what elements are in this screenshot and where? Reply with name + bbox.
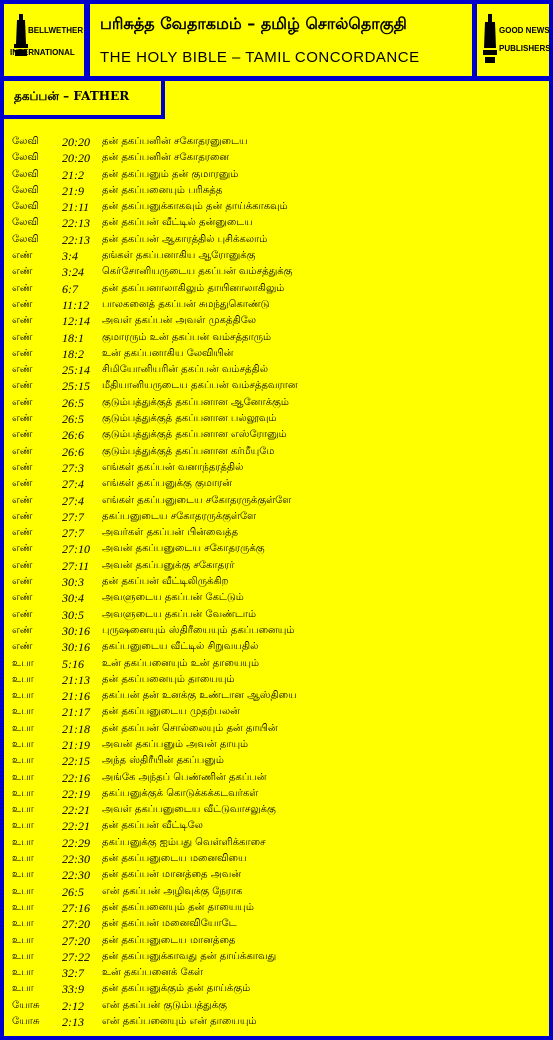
entry-ref: 2:13 <box>62 1015 84 1030</box>
entry-book: உபா <box>12 706 34 718</box>
entry-book: உபா <box>12 950 34 962</box>
entry-ref: 21:11 <box>62 200 90 215</box>
list-item <box>12 510 547 526</box>
title-english: THE HOLY BIBLE – TAMIL CONCORDANCE <box>100 49 420 66</box>
list-item <box>12 917 547 933</box>
entry-book: எண் <box>12 624 33 636</box>
entry-text: உன் தகப்பனாகிய லேவியின் <box>102 347 234 359</box>
entry-ref: 18:1 <box>62 330 84 345</box>
entry-text: தன் தகப்பன் சொல்லையும் தன் தாயின் <box>102 722 278 734</box>
entry-text: புருஷனையும் ஸ்திரீயையும் தகப்பனையும் <box>102 624 295 636</box>
entry-text: அவர்கள் தகப்பன் பின்வைத்த <box>102 527 239 539</box>
entry-book: எண் <box>12 478 33 490</box>
entry-book: எண் <box>12 576 33 588</box>
entry-ref: 22:15 <box>62 754 90 769</box>
entry-ref: 26:5 <box>62 884 84 899</box>
list-item <box>12 787 547 803</box>
list-item <box>12 819 547 835</box>
entry-ref: 27:16 <box>62 900 90 915</box>
list-item <box>12 803 547 819</box>
topic-heading-box <box>4 81 165 119</box>
topic-heading: தகப்பன் – FATHER <box>14 89 130 103</box>
list-item <box>12 184 547 200</box>
entry-book: லேவி <box>12 201 39 213</box>
entry-ref: 27:22 <box>62 949 90 964</box>
entry-book: எண் <box>12 559 33 571</box>
list-item <box>12 982 547 998</box>
entry-book: எண் <box>12 510 33 522</box>
entry-text: அவன் தகப்பனுடைய சகோதரருக்கு <box>102 543 265 555</box>
right-logo-panel <box>477 4 549 76</box>
entry-book: உபா <box>12 755 34 767</box>
list-item <box>12 852 547 868</box>
entry-text: தன் தகப்பன் மானத்தை அவன் <box>102 869 242 881</box>
entry-text: எங்கள் தகப்பனுடைய சகோதரருக்குள்ளே <box>102 494 292 506</box>
entry-text: எங்கள் தகப்பனுக்கு குமாரன் <box>102 478 232 490</box>
entry-book: உபா <box>12 885 34 897</box>
entry-text: தகப்பனுடைய சகோதரருக்குள்ளே <box>102 510 257 522</box>
entry-book: உபா <box>12 901 34 913</box>
list-item <box>12 754 547 770</box>
entry-book: எண் <box>12 364 33 376</box>
entry-list <box>12 135 547 1031</box>
list-item <box>12 363 547 379</box>
entry-ref: 26:6 <box>62 428 84 443</box>
entry-ref: 22:29 <box>62 835 90 850</box>
list-item <box>12 396 547 412</box>
entry-text: தன் தகப்பன் வீட்டிலே <box>102 820 203 832</box>
entry-text: அவள் தகப்பனுடைய வீட்டுவாசலுக்கு <box>102 804 276 816</box>
entry-text: குடும்பத்துக்குத் தகப்பனான எஸ்ரோனும் <box>102 429 287 441</box>
entry-book: உபா <box>12 738 34 750</box>
entry-book: உபா <box>12 853 34 865</box>
entry-ref: 27:7 <box>62 526 84 541</box>
entry-text: அவளுடைய தகப்பன் கேட்டும் <box>102 592 244 604</box>
list-item <box>12 624 547 640</box>
entry-ref: 30:16 <box>62 640 90 655</box>
entry-book: உபா <box>12 673 34 685</box>
entry-text: தகப்பனுக்கு ஐம்பது வெள்ளிக்காசை <box>102 836 266 848</box>
left-logo-line-2: INTERNATIONAL <box>10 48 75 57</box>
entry-ref: 25:14 <box>62 363 90 378</box>
list-item <box>12 559 547 575</box>
list-item <box>12 151 547 167</box>
entry-text: குடும்பத்துக்குத் தகப்பனான ஆனோக்கும் <box>102 396 289 408</box>
entry-text: தன் தகப்பனின் சகோதரனை <box>102 152 230 164</box>
entry-ref: 27:20 <box>62 933 90 948</box>
entry-text: அவள் தகப்பன் அவள் முகத்திலே <box>102 315 257 327</box>
entry-book: யோசு <box>12 999 40 1011</box>
entry-ref: 22:21 <box>62 803 90 818</box>
entry-text: தன் தகப்பனுடைய மானத்தை <box>102 934 236 946</box>
list-item <box>12 282 547 298</box>
entry-text: எங்கள் தகப்பன் வனாந்தரத்தில் <box>102 461 244 473</box>
entry-book: லேவி <box>12 136 39 147</box>
entry-book: லேவி <box>12 184 39 196</box>
list-item <box>12 999 547 1015</box>
entry-text: தகப்பனுக்குக் கொடுக்கக்கடவர்கள் <box>102 787 259 799</box>
entry-text: அவளுடைய தகப்பன் வேண்டாம் <box>102 608 257 620</box>
entry-ref: 27:20 <box>62 917 90 932</box>
entry-ref: 30:4 <box>62 591 84 606</box>
list-item <box>12 331 547 347</box>
entry-ref: 20:20 <box>62 151 90 166</box>
list-item <box>12 934 547 950</box>
entry-book: எண் <box>12 347 33 359</box>
entry-text: தன் தகப்பனுக்கும் தன் தாய்க்கும் <box>102 983 251 995</box>
entry-ref: 33:9 <box>62 982 84 997</box>
entry-text: குடும்பத்துக்குத் தகப்பனான பல்லூவும் <box>102 413 277 425</box>
entry-book: உபா <box>12 787 34 799</box>
list-item <box>12 265 547 281</box>
title-tamil: பரிசுத்த வேதாகமம் – தமிழ் சொல்தொகுதி <box>100 14 407 33</box>
list-item <box>12 347 547 363</box>
entry-ref: 30:3 <box>62 575 84 590</box>
entry-book: உபா <box>12 918 34 930</box>
entry-ref: 11:12 <box>62 297 90 312</box>
entry-book: எண் <box>12 592 33 604</box>
list-item <box>12 738 547 754</box>
entry-ref: 30:16 <box>62 623 90 638</box>
entry-book: உபா <box>12 967 34 979</box>
entry-text: என் தகப்பன் குடும்பத்துக்கு <box>102 999 227 1011</box>
entry-book: எண் <box>12 494 33 506</box>
entry-ref: 6:7 <box>62 281 78 296</box>
entry-text: என் தகப்பன் அழிவுக்கு நேராக <box>102 885 243 897</box>
left-logo-line-1: BELLWETHER <box>28 26 84 35</box>
list-item <box>12 428 547 444</box>
entry-book: எண் <box>12 396 33 408</box>
entry-ref: 26:5 <box>62 412 84 427</box>
entry-book: உபா <box>12 934 34 946</box>
list-item <box>12 771 547 787</box>
list-item <box>12 477 547 493</box>
entry-ref: 21:16 <box>62 689 90 704</box>
list-item <box>12 689 547 705</box>
entry-text: தகப்பனுடைய வீட்டில் சிறுவயதில் <box>102 641 259 653</box>
entry-ref: 5:16 <box>62 656 84 671</box>
entry-book: எண் <box>12 608 33 620</box>
list-item <box>12 445 547 461</box>
list-item <box>12 608 547 624</box>
entry-ref: 22:13 <box>62 232 90 247</box>
list-item <box>12 868 547 884</box>
entry-text: பாலகனைத் தகப்பன் சுமந்துகொண்டு <box>102 298 270 310</box>
entry-ref: 2:12 <box>62 998 84 1013</box>
entry-ref: 21:19 <box>62 737 90 752</box>
entry-text: சிமியோனியரின் தகப்பன் வம்சத்தில் <box>102 364 269 376</box>
entry-ref: 27:10 <box>62 542 90 557</box>
entry-book: உபா <box>12 820 34 832</box>
entry-ref: 21:17 <box>62 705 90 720</box>
entry-text: உன் தகப்பனைக் கேள் <box>102 967 203 979</box>
entry-book: எண் <box>12 543 33 555</box>
list-item <box>12 249 547 265</box>
right-logo-line-2: PUBLISHERS <box>499 44 551 53</box>
entry-text: குமாரரும் உன் தகப்பன் வம்சத்தாரும் <box>102 331 272 343</box>
entry-text: தன் தகப்பனுடைய முதற்பலன் <box>102 706 240 718</box>
entry-ref: 27:3 <box>62 460 84 475</box>
list-item <box>12 542 547 558</box>
entry-book: உபா <box>12 690 34 702</box>
entry-book: எண் <box>12 331 33 343</box>
entry-book: எண் <box>12 298 33 310</box>
entry-text: அந்த ஸ்திரீயின் தகப்பனும் <box>102 755 224 767</box>
list-item <box>12 640 547 656</box>
entry-ref: 25:15 <box>62 379 90 394</box>
entry-ref: 27:4 <box>62 477 84 492</box>
entry-text: தன் தகப்பன் மனைவியோடே <box>102 918 237 930</box>
entry-ref: 20:20 <box>62 135 90 149</box>
list-item <box>12 1015 547 1031</box>
entry-book: எண் <box>12 315 33 327</box>
entry-text: கெர்சோனியருடைய தகப்பன் வம்சத்துக்கு <box>102 266 293 278</box>
entry-text: தன் தகப்பனுக்காவது தன் தாய்க்காவது <box>102 950 277 962</box>
list-item <box>12 836 547 852</box>
entry-book: உபா <box>12 771 34 783</box>
entry-book: உபா <box>12 804 34 816</box>
entry-book: எண் <box>12 282 33 294</box>
entry-book: யோசு <box>12 1016 40 1028</box>
entry-text: தன் தகப்பனும் தன் குமாரனும் <box>102 168 239 180</box>
entry-text: தன் தகப்பன் வீட்டில் தன்னுடைய <box>102 217 253 229</box>
entry-ref: 32:7 <box>62 966 84 981</box>
entry-text: தன் தகப்பன் வீட்டிலிருக்கிற <box>102 576 229 588</box>
entry-book: எண் <box>12 641 33 653</box>
entry-ref: 21:13 <box>62 672 90 687</box>
entry-ref: 18:2 <box>62 346 84 361</box>
entry-ref: 26:5 <box>62 395 84 410</box>
list-item <box>12 591 547 607</box>
entry-text: தன் தகப்பனுக்காகவும் தன் தாய்க்காகவும் <box>102 201 288 213</box>
entry-text: தகப்பன் தன் உனக்கு உண்டான ஆஸ்தியை <box>102 690 297 702</box>
entry-book: எண் <box>12 445 33 457</box>
list-item <box>12 379 547 395</box>
list-item <box>12 412 547 428</box>
entry-text: குடும்பத்துக்குத் தகப்பனான கர்மீயுமே <box>102 445 275 457</box>
entry-ref: 30:5 <box>62 607 84 622</box>
entry-book: லேவி <box>12 168 39 180</box>
entry-ref: 12:14 <box>62 314 90 329</box>
list-item <box>12 657 547 673</box>
list-item <box>12 575 547 591</box>
entry-ref: 22:16 <box>62 770 90 785</box>
entry-book: உபா <box>12 869 34 881</box>
entry-book: எண் <box>12 266 33 278</box>
entry-book: உபா <box>12 657 34 669</box>
entry-book: லேவி <box>12 217 39 229</box>
entry-ref: 21:9 <box>62 183 84 198</box>
entry-text: தங்கள் தகப்பனாகிய ஆரோனுக்கு <box>102 250 256 262</box>
entry-book: எண் <box>12 380 33 392</box>
list-item <box>12 673 547 689</box>
entry-text: தன் தகப்பனின் சகோதரனுடைய <box>102 136 248 147</box>
entry-book: எண் <box>12 527 33 539</box>
list-item <box>12 298 547 314</box>
entry-text: தன் தகப்பனையும் தாயையும் <box>102 673 235 685</box>
list-item <box>12 494 547 510</box>
entry-text: உன் தகப்பனையும் உன் தாயையும் <box>102 657 260 669</box>
entry-book: லேவி <box>12 233 39 245</box>
list-item <box>12 966 547 982</box>
entry-book: எண் <box>12 413 33 425</box>
left-logo-panel <box>4 4 84 76</box>
entry-text: அவன் தகப்பனுக்கு சகோதரர் <box>102 559 235 571</box>
entry-ref: 27:4 <box>62 493 84 508</box>
entry-ref: 22:13 <box>62 216 90 231</box>
list-item <box>12 901 547 917</box>
list-item <box>12 233 547 249</box>
entry-ref: 26:6 <box>62 444 84 459</box>
list-item <box>12 200 547 216</box>
entry-text: தன் தகப்பன் ஆகாரத்தில் புசிக்கலாம் <box>102 233 268 245</box>
list-item <box>12 216 547 232</box>
entry-text: தன் தகப்பனையும் பரிசுத்த <box>102 184 223 196</box>
list-item <box>12 526 547 542</box>
entry-ref: 3:4 <box>62 249 78 264</box>
entry-ref: 3:24 <box>62 265 84 280</box>
entry-book: எண் <box>12 250 33 262</box>
entry-book: எண் <box>12 429 33 441</box>
good-news-logo-icon <box>483 14 497 64</box>
entry-text: தன் தகப்பனாலாகிலும் தாயினாலாகிலும் <box>102 282 285 294</box>
entry-ref: 22:30 <box>62 868 90 883</box>
list-item <box>12 705 547 721</box>
entry-book: உபா <box>12 983 34 995</box>
entry-text: தன் தகப்பனுடைய மனைவியை <box>102 853 247 865</box>
entry-book: உபா <box>12 722 34 734</box>
list-item <box>12 461 547 477</box>
entry-text: அங்கே அந்தப் பெண்ணின் தகப்பன் <box>102 771 267 783</box>
entry-ref: 27:11 <box>62 558 90 573</box>
entry-book: எண் <box>12 461 33 473</box>
list-item <box>12 314 547 330</box>
entry-book: உபா <box>12 836 34 848</box>
list-item <box>12 722 547 738</box>
list-item <box>12 168 547 184</box>
list-item <box>12 885 547 901</box>
entry-ref: 21:2 <box>62 167 84 182</box>
entry-ref: 22:21 <box>62 819 90 834</box>
entry-ref: 22:19 <box>62 786 90 801</box>
right-logo-line-1: GOOD NEWS <box>499 26 550 35</box>
entry-text: தன் தகப்பனையும் தன் தாயையும் <box>102 901 254 913</box>
entry-text: அவன் தகப்பனும் அவன் தாயும் <box>102 738 249 750</box>
list-item <box>12 135 547 151</box>
entry-text: மீதியானியருடைய தகப்பன் வம்சத்தவரான <box>102 380 298 392</box>
entry-ref: 22:30 <box>62 852 90 867</box>
entry-ref: 21:18 <box>62 721 90 736</box>
list-item <box>12 950 547 966</box>
header-title-panel <box>90 4 472 76</box>
entry-book: லேவி <box>12 152 39 164</box>
entry-ref: 27:7 <box>62 509 84 524</box>
entry-text: என் தகப்பனையும் என் தாயையும் <box>102 1016 257 1028</box>
